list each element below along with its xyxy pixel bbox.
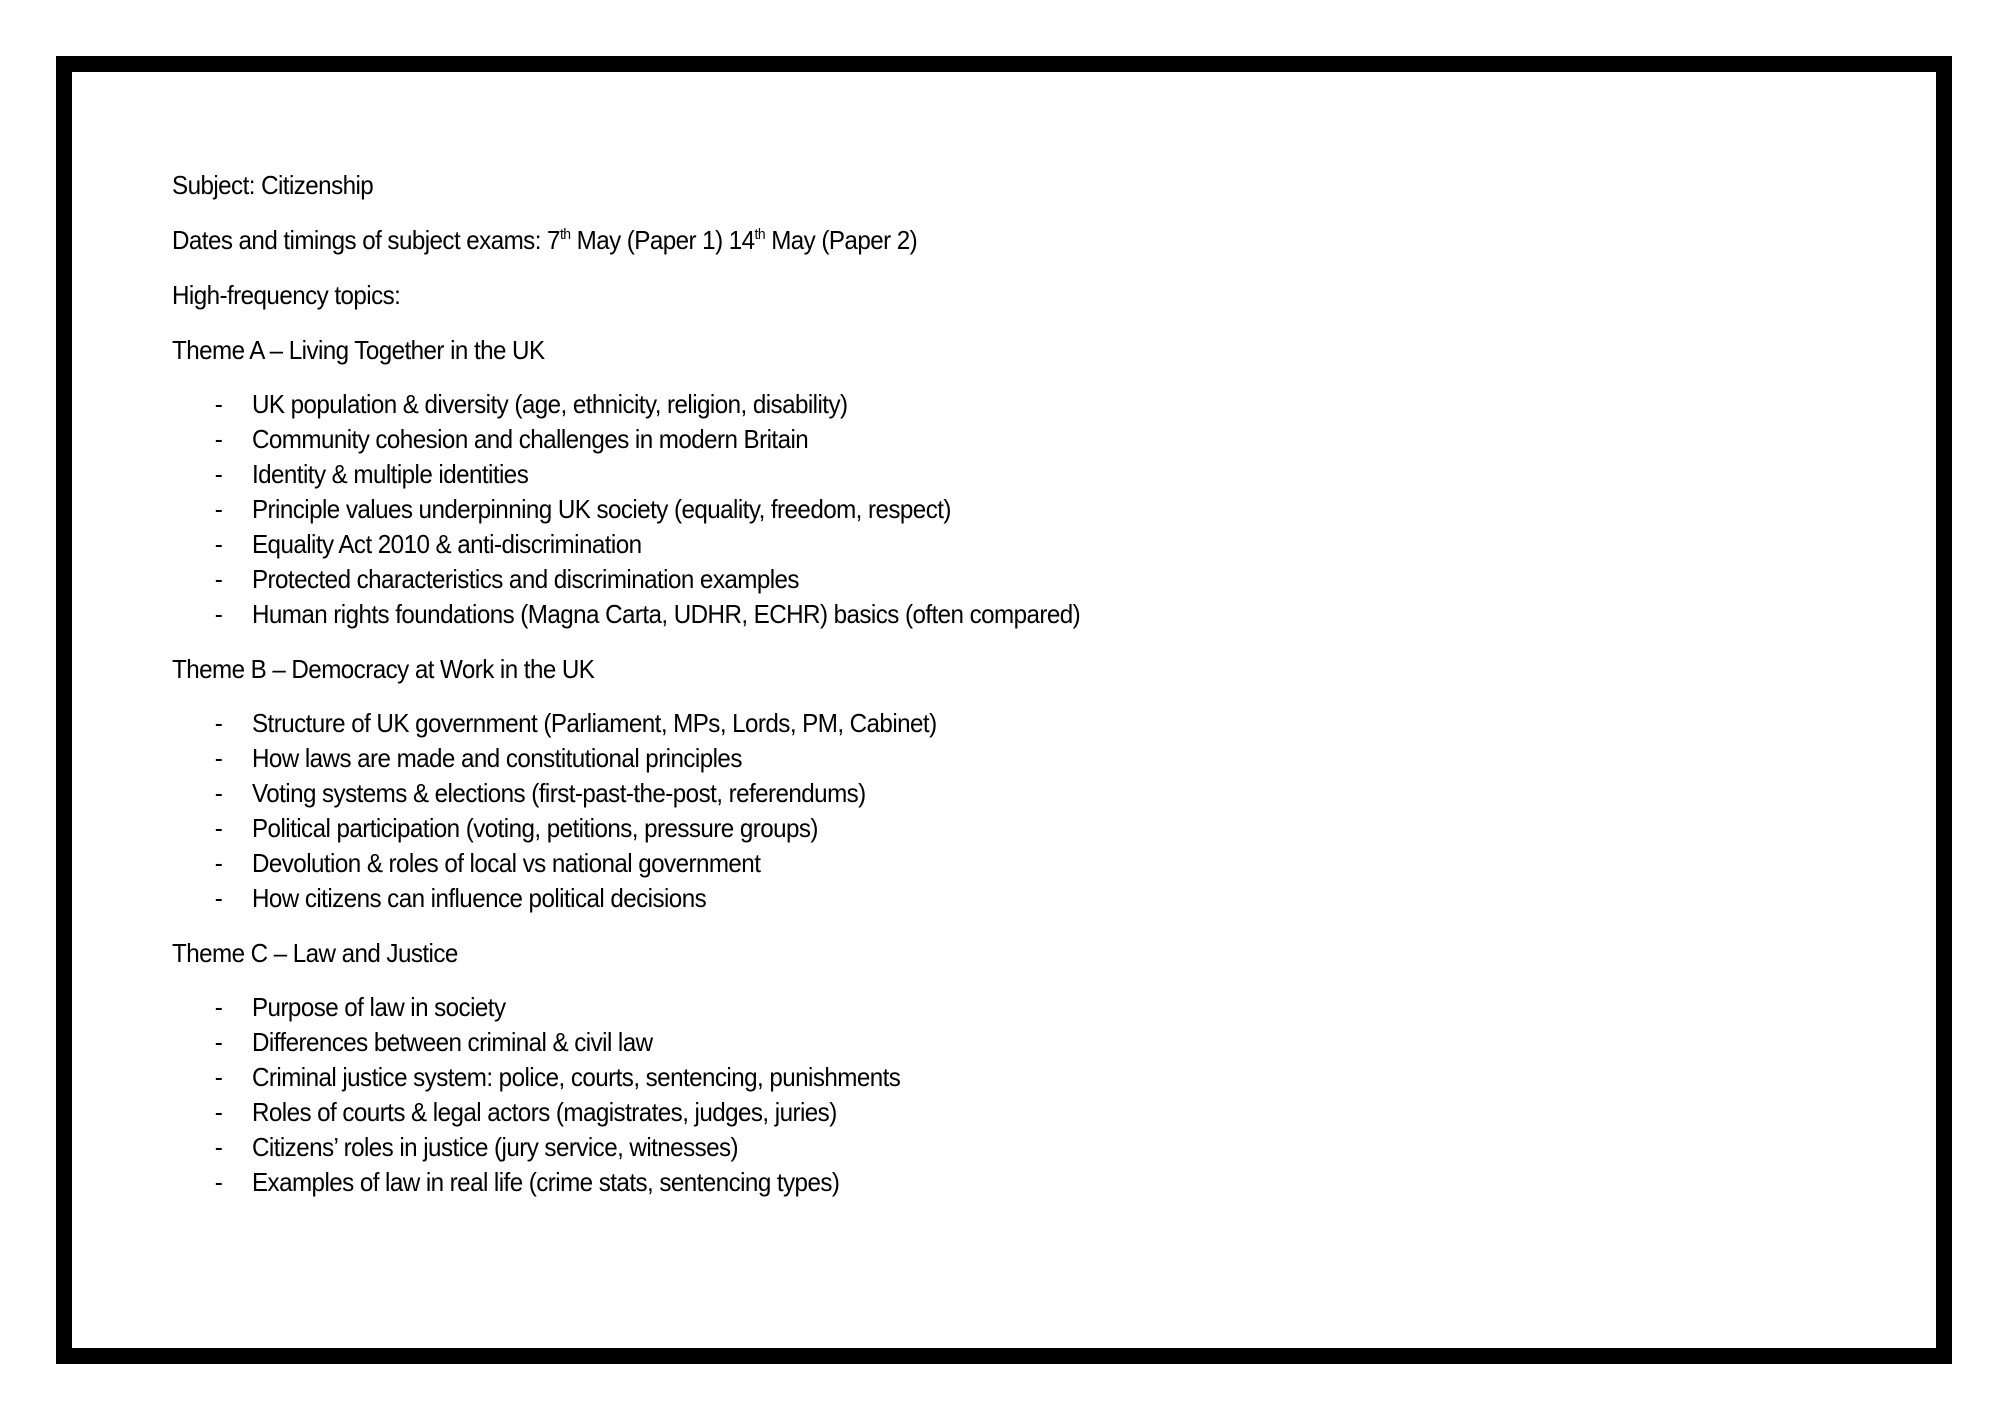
list-item-text: Purpose of law in society <box>251 992 506 1022</box>
bullet-dash: - <box>214 529 223 559</box>
list-item-text: Voting systems & elections (first-past-the-post, referendums) <box>251 778 866 808</box>
list-item <box>172 1060 1753 1095</box>
list-item <box>172 562 1753 597</box>
themes-container <box>172 333 1753 1200</box>
list-item-text: Human rights foundations (Magna Carta, UDHR, ECHR) basics (often compared) <box>251 599 1081 629</box>
list-item <box>172 1165 1753 1200</box>
list-item <box>172 597 1753 632</box>
theme-b-heading: Theme B – Democracy at Work in the UK <box>172 654 595 684</box>
bullet-dash: - <box>214 1167 223 1197</box>
list-item <box>172 1130 1753 1165</box>
list-item-text: How citizens can influence political decisions <box>251 883 707 913</box>
list-item <box>172 1095 1753 1130</box>
theme-b-topic-list <box>172 706 1753 916</box>
list-item-text: Community cohesion and challenges in modern Britain <box>251 424 809 454</box>
bullet-dash: - <box>214 813 223 843</box>
theme-a-heading: Theme A – Living Together in the UK <box>172 335 545 365</box>
list-item-text: Differences between criminal & civil law <box>251 1027 653 1057</box>
list-item <box>172 741 1753 776</box>
theme-c-topic-list <box>172 990 1753 1200</box>
list-item <box>172 990 1753 1025</box>
list-item <box>172 846 1753 881</box>
list-item-text: Identity & multiple identities <box>251 459 529 489</box>
list-item <box>172 881 1753 916</box>
list-item-text: Principle values underpinning UK society (equality, freedom, respect) <box>251 494 951 524</box>
list-item <box>172 387 1753 422</box>
list-item <box>172 706 1753 741</box>
bullet-dash: - <box>214 1132 223 1162</box>
bullet-dash: - <box>214 883 223 913</box>
list-item-text: Devolution & roles of local vs national government <box>251 848 761 878</box>
list-item-text: Structure of UK government (Parliament, MPs, Lords, PM, Cabinet) <box>251 708 937 738</box>
list-item-text: UK population & diversity (age, ethnicity, religion, disability) <box>251 389 848 419</box>
bullet-dash: - <box>214 778 223 808</box>
list-item <box>172 776 1753 811</box>
list-item-text: Examples of law in real life (crime stats, sentencing types) <box>251 1167 840 1197</box>
list-item <box>172 811 1753 846</box>
list-item <box>172 422 1753 457</box>
bullet-dash: - <box>214 424 223 454</box>
bullet-dash: - <box>214 1062 223 1092</box>
list-item <box>172 527 1753 562</box>
high-frequency-label: High-frequency topics: <box>172 280 401 310</box>
exam-date-2-text: May (Paper 2) <box>765 225 918 255</box>
bullet-dash: - <box>214 564 223 594</box>
list-item-text: Political participation (voting, petitions, pressure groups) <box>251 813 818 843</box>
bullet-dash: - <box>214 459 223 489</box>
bullet-dash: - <box>214 992 223 1022</box>
bullet-dash: - <box>214 848 223 878</box>
bullet-dash: - <box>214 599 223 629</box>
list-item <box>172 457 1753 492</box>
list-item <box>172 1025 1753 1060</box>
bullet-dash: - <box>214 708 223 738</box>
exam-date-1-suffix: th <box>559 226 571 243</box>
list-item-text: Roles of courts & legal actors (magistrates, judges, juries) <box>251 1097 837 1127</box>
bullet-dash: - <box>214 1027 223 1057</box>
exam-date-1-text: May (Paper 1) <box>570 225 729 255</box>
exam-date-2-suffix: th <box>754 226 766 243</box>
exam-dates-prefix: Dates and timings of subject exams: <box>172 225 548 255</box>
document-body <box>172 168 1753 1220</box>
list-item-text: Protected characteristics and discrimination examples <box>251 564 799 594</box>
exam-date-2-day: 14 <box>728 225 755 255</box>
bullet-dash: - <box>214 1097 223 1127</box>
theme-c-heading: Theme C – Law and Justice <box>172 938 458 968</box>
list-item <box>172 492 1753 527</box>
exam-dates-line <box>172 223 1753 258</box>
list-item-text: Citizens’ roles in justice (jury service, witnesses) <box>251 1132 739 1162</box>
theme-a-topic-list <box>172 387 1753 632</box>
list-item-text: Equality Act 2010 & anti-discrimination <box>251 529 642 559</box>
bullet-dash: - <box>214 743 223 773</box>
list-item-text: How laws are made and constitutional principles <box>251 743 742 773</box>
bullet-dash: - <box>214 494 223 524</box>
list-item-text: Criminal justice system: police, courts, sentencing, punishments <box>251 1062 901 1092</box>
subject-line: Subject: Citizenship <box>172 170 374 200</box>
exam-date-1-day: 7 <box>547 225 560 255</box>
bullet-dash: - <box>214 389 223 419</box>
